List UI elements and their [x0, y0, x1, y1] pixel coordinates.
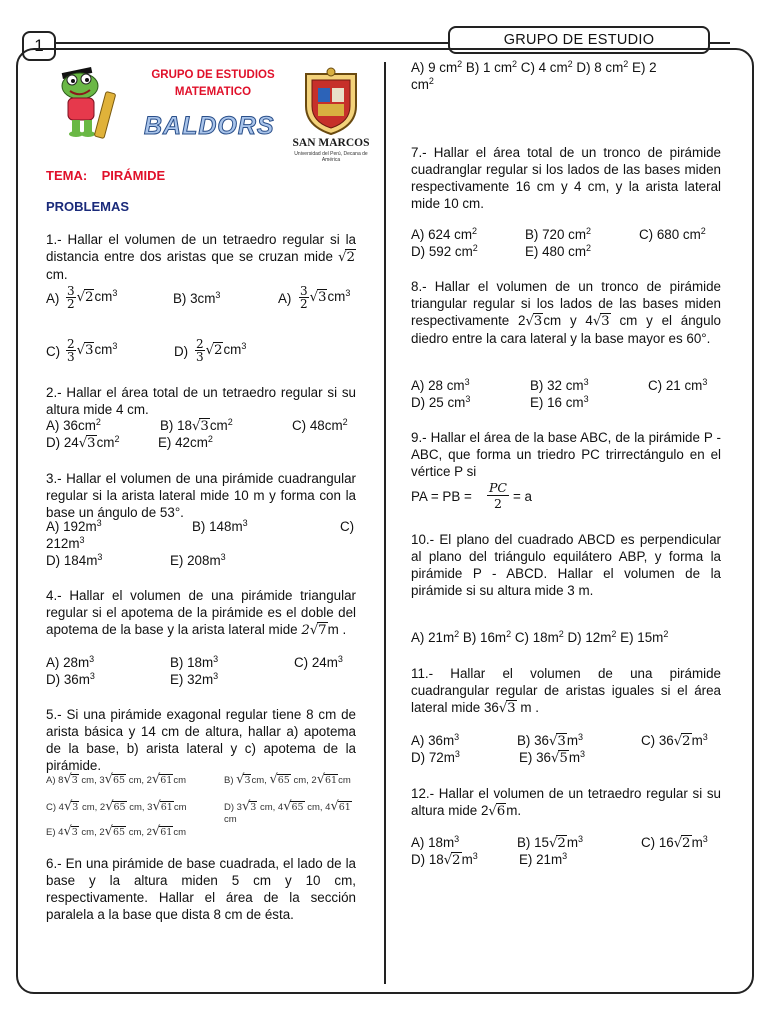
q3-statement: 3.- Hallar el volumen de una pirámide cuadrangular regular si la arista lateral mide 10 m y forma con la base un ángulo de 53°. [46, 471, 356, 520]
q2-options: A) $36cm^2$ B) $18√3cm^2$ C) $48cm^2$ D) $24√3cm^2$ E) $42cm^2$ [46, 417, 348, 451]
header-rule-end [708, 42, 730, 44]
q11-options: A) $36m^3$ B) $36√3m^3$ C) $36√2m^3$ D) $72m^3$ E) $36√5m^3$ [411, 732, 708, 766]
header-rule [54, 42, 448, 44]
page-number: 1 [22, 31, 56, 61]
q10-statement: 10.- El plano del cuadrado ABCD es perpendicular al plano del triángulo equilátero ABP, y forma la pirámide P - ABCD. Hallar el volumen de la pirámide si su altura mide 3 m. [411, 532, 721, 598]
q1-options-row1: A) $\frac{3}{2}$ $√2cm^3$ B) $3cm^3$ A) $\frac{3}{2}$ $√3cm^3$ [46, 284, 351, 311]
logo-brand: BALDORS [144, 112, 275, 140]
q1-options-row2: C) $\frac{2}{3}$ $√3cm^3$ D) $\frac{2}{3}$ $√2cm^3$ [46, 337, 247, 364]
q6-options: A) 9 $cm^2$ B) 1 $cm^2$ C) 4 $cm^2$ D) 8 $cm^2$ E) 2 $cm^2$ [411, 59, 657, 92]
q4-options: A) $28m^3$ B) $18m^3$ C) $24m^3$ D) $36m^3$ E) $32m^3$ [46, 654, 343, 687]
q2-statement: 2.- Hallar el área total de un tetraedro regular si su altura mide 4 cm. [46, 385, 356, 417]
q12-options: A) $18m^3$ B) $15√2m^3$ C) $16√2m^3$ D) $18√2m^3$ E) $21m^3$ [411, 834, 708, 868]
frog-mascot-icon [52, 64, 132, 146]
q8-statement: 8.- Hallar el volumen de un tronco de pirámide triangular regular si los lados de las bases miden respectivamente 2√3cm y 4√3 cm y el ángulo diedro entre la cara lateral y la base mayor es 60°. [411, 279, 721, 346]
q6-statement: 6.- En una pirámide de base cuadrada, el lado de la base y la altura miden 5 cm y 10 cm, respectivamente. Hallar el área de la sección paralela a la base que dista 8 cm de ésta. [46, 856, 356, 922]
header-title: GRUPO DE ESTUDIO [448, 26, 710, 54]
q12-statement: 12.- Hallar el volumen de un tetraedro regular si su altura mide 2√6m. [411, 786, 721, 819]
q4-statement: 4.- Hallar el volumen de una pirámide triangular regular si el apotema de la pirámide es el doble del apotema de la base y la arista lateral mide 2√7m . [46, 588, 356, 638]
q10-options: A) $21m^2$ B) $16m^2$ C) $18m^2$ D) $12m^2$ E) $15m^2$ [411, 629, 669, 645]
logo-line2: MATEMATICO [174, 86, 252, 98]
q5-options: A) 8√3 cm, 3√65 cm, 2√61cm B) √3cm, √65 cm, 2√61cm C) 4√3 cm, 2√65 cm, 3√61cm D) 3√3 cm, 4√65 cm, 4√61 cm E) 4√3 cm, 2√65 cm, 2√61cm [46, 772, 351, 839]
q1-statement: 1.- Hallar el volumen de un tetraedro regular si la distancia entre dos aristas que se cruzan mide √2cm. [46, 232, 356, 282]
sqrt2: √2 [338, 250, 355, 265]
q9-statement: 9.- Hallar el área de la base ABC, de la pirámide P - ABC, que forma un triedro PC trirrectángulo en el vértice P si [411, 430, 721, 479]
tema-label: TEMA: [46, 168, 88, 183]
problemas-heading: PROBLEMAS [46, 199, 130, 214]
university-crest-icon [296, 66, 366, 136]
tema-value: PIRÁMIDE [101, 168, 166, 183]
q8-options: A) 28 $cm^3$ B) 32 $cm^3$ C) 21 $cm^3$ D) 25 $cm^3$ E) 16 $cm^3$ [411, 377, 708, 410]
q11-statement: 11.- Hallar el volumen de una pirámide cuadrangular regular de aristas iguales si el área lateral mide 36√3 m . [411, 666, 721, 716]
q7-options: A) 624 $cm^2$ B) 720 $cm^2$ C) 680 $cm^2$ D) 592 $cm^2$ E) 480 $cm^2$ [411, 226, 706, 259]
q7-statement: 7.- Hallar el área total de un tronco de pirámide cuadranglar regular si los lados de las bases miden respectivamente 16 cm y 4 cm, y la arista lateral mide 10 cm. [411, 145, 721, 211]
university-subtitle: Universidad del Perú, Decana de América [294, 151, 368, 163]
q5-statement: 5.- Si una pirámide exagonal regular tiene 8 cm de arista básica y 14 cm de altura, hallar a) apotema de la base, b) arista lateral y c) apotema de la pirámide. [46, 707, 356, 773]
column-divider [384, 62, 386, 984]
q3-options: A) $192m^3$ B) $148m^3$ C) $212m^3$ D) $184m^3$ E) $208m^3$ [46, 518, 355, 568]
q9-equation: PA = PB = PC 2 = a [411, 480, 532, 511]
university-name: SAN MARCOS [292, 137, 370, 149]
logo-line1: GRUPO DE ESTUDIOS [151, 69, 275, 81]
